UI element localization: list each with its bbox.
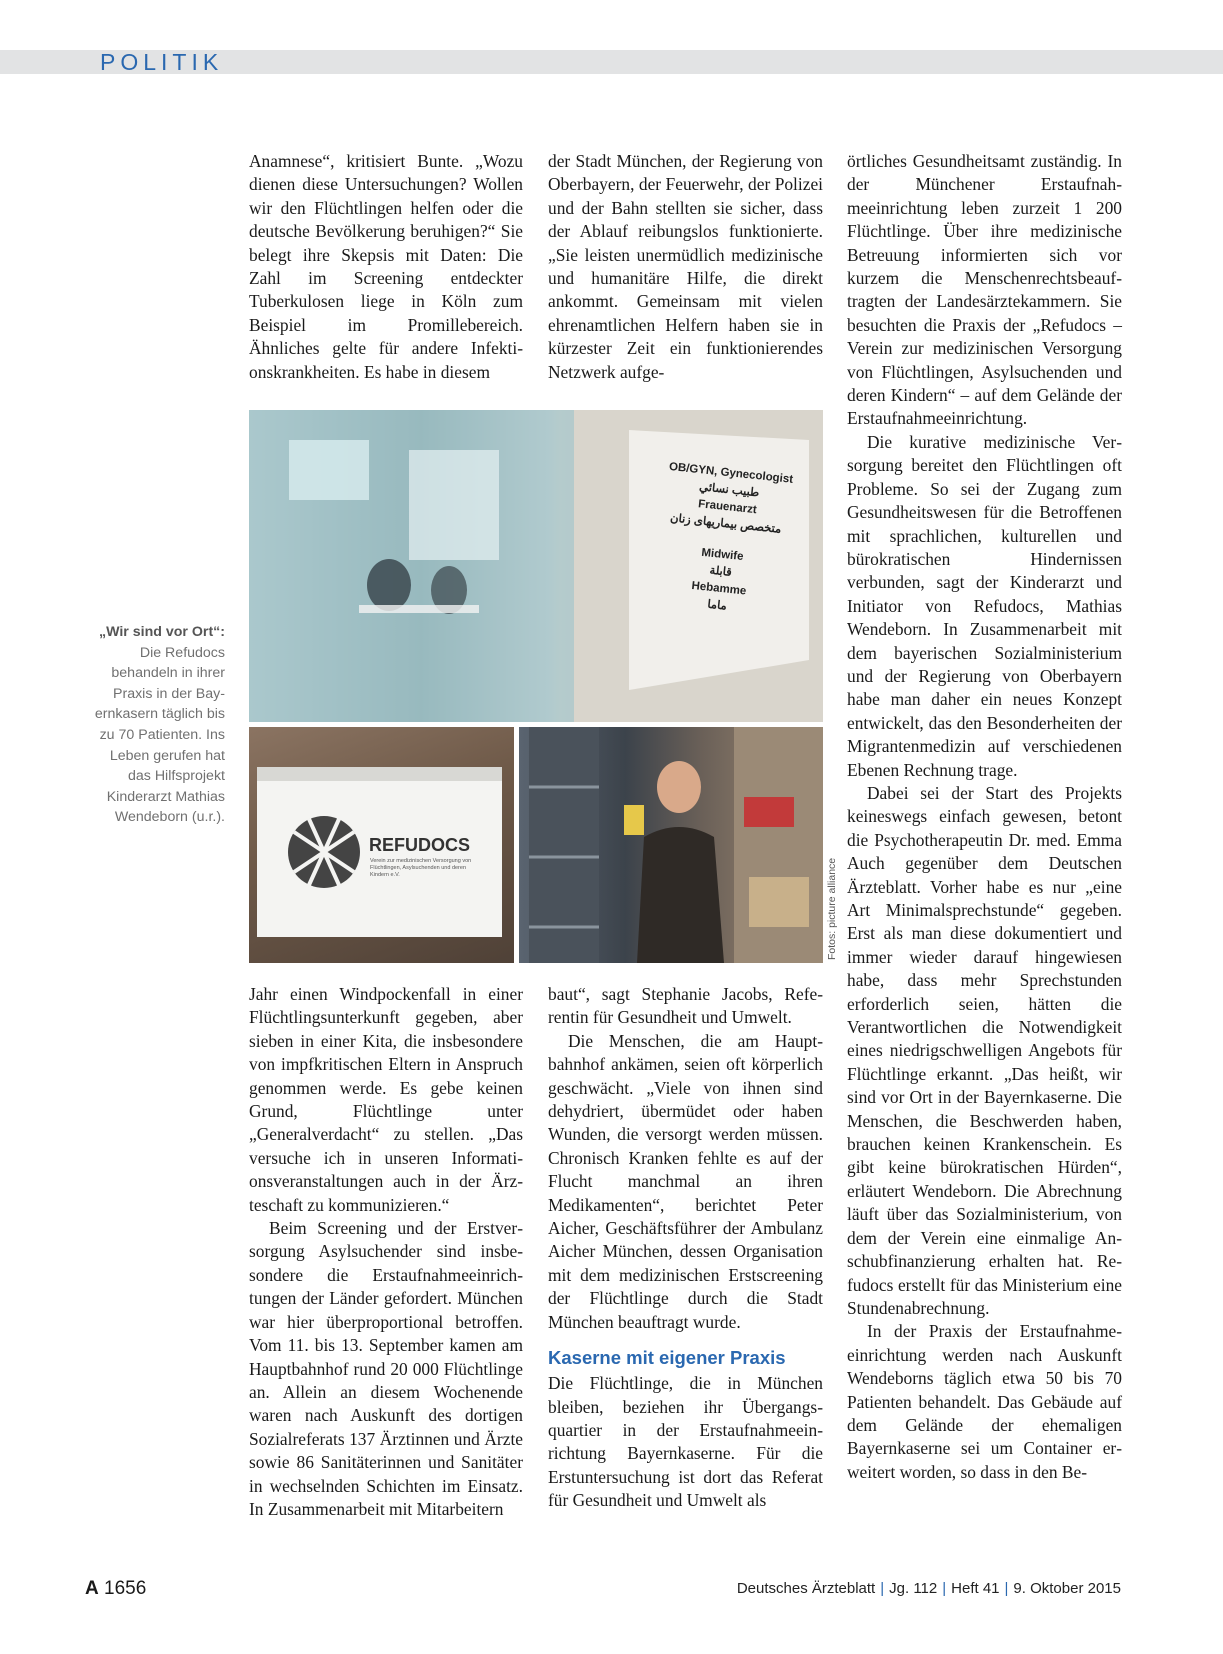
paragraph: örtliches Gesundheitsamt zuständig. In der Münchener Erstaufnahmeeinrichtung leben zurzeit 1 200 Flüchtlinge. Über ihre medizinische Betreuung informierten sich vor kurzem die Menschenrechtsbeauftragten der Landesärztekammern. Sie besuchten die Praxis der „Refudocs – Verein zur medizinischen Versorgung von Flüchtlingen, Asylsuchenden und deren Kindern“ – auf dem Gelände der Erstaufnahmeeinrichtung. (847, 151, 1122, 429)
photo-clinic-room (249, 410, 823, 722)
sign-text: OB/GYN, Gynecologist طبيب نسائي Frauenarzt متخصص بیماریهای زنان Midwife قابلة Hebamme ماما (668, 460, 794, 613)
paragraph: Anamnese“, kritisiert Bunte. „Wozu dienen diese Untersuchungen? Wollen wir den Flüchtlingen helfen oder die deutsche Bevölkerung beruhigen?“ Sie belegt ihre Skepsis mit Daten: Die Zahl im Screening entdeckter Tuberkulosen liege in Köln zum Beispiel im Promillebereich. Ähnliches gelte für andere Infektionskrankheiten. Es habe in diesem (249, 151, 523, 382)
photo-refudocs-sign (249, 727, 514, 963)
page-number: A 1656 (85, 1578, 147, 1599)
photo-doctor-storage (519, 727, 823, 963)
paragraph: der Stadt München, der Regierung von Oberbayern, der Feuerwehr, der Polizei und der Bahn stellten sie sicher, dass der Ablauf reibungslos funktionierte. „Sie leisten unermüdlich medizinische und humanitäre Hilfe, die direkt ankommt. Gemeinsam mit vielen ehrenamtlichen Helfern haben sie in kürzester Zeit ein funktionierendes Netzwerk aufge- (548, 151, 823, 382)
refudocs-logo-sub: Verein zur medizinischen Versorgung von Flüchtlingen, Asylsuchenden und deren Kindern e.V. (370, 858, 472, 878)
photo-credit: Fotos: picture alliance (826, 857, 838, 960)
column-top-middle (548, 150, 823, 384)
column-bottom-left (249, 983, 523, 1521)
photo-caption (85, 622, 225, 828)
column-right (847, 150, 1122, 1484)
paragraph: Dabei sei der Start des Projekts keineswegs einfach gewesen, betont die Psychotherapeutin Dr. med. Emma Auch gegenüber dem Deutschen Ärzteblatt. Vorher habe es nur „eine Art Minimalsprechstunde“ gegeben. Erst als man diese dokumentiert und immer wieder darauf hingewiesen habe, dass mehr Sprechstunden erforderlich seien, hätten die Verantwortlichen die Notwendigkeit eines niedrigschwelligen Angebots für Flüchtlinge erkannt. „Das heißt, wir sind vor Ort in der Bayernkaserne. Die Menschen, die Beschwerden haben, brauchen keinen Krankenschein. Es gibt keine bürokratischen Hürden“, erläutert Wendeborn. Die Abrechnung läuft über das Sozialministerium, von dem der Verein eine einmalige Anschubfinanzierung erhalten hat. Refudocs erstellt für das Ministerium eine Stundenabrechnung. (847, 782, 1122, 1318)
column-top-left (249, 150, 523, 384)
caption-text: Die Refudocs behandeln in ihrer Praxis in der Bayernkasern täglich bis zu 70 Patienten. Ins Leben gerufen hat das Hilfsprojekt Kinderarzt Mathias Wendeborn (u.r.). (94, 644, 225, 826)
paragraph: Beim Screening und der Erstversorgung Asylsuchender sind insbesondere die Erstaufnahmeeinrichtungen der Länder gefordert. München war hier überproportional betroffen. Vom 11. bis 13. September kamen am Hauptbahnhof rund 20 000 Flüchtlinge an. Allein an diesem Wochenende waren nach Auskunft des dortigen Sozialreferats 137 Ärztinnen und Ärzte sowie 86 Sanitäterinnen und Sanitäter in wechselnden Schichten im Einsatz. In Zusammenarbeit mit Mitarbeitern (249, 1218, 523, 1519)
subheading: Kaserne mit eigener Praxis (548, 1347, 786, 1369)
refudocs-logo-name: REFUDOCS (369, 835, 471, 855)
section-label: POLITIK (100, 49, 224, 75)
paragraph: Die Menschen, die am Hauptbahnhof ankämen, seien oft körperlich geschwächt. „Viele von ihnen sind dehydriert, übermüdet oder haben Wunden, die versorgt werden müssen. Chronisch Kranken fehlte es auf der Flucht manchmal an ihren Medikamenten“, berichtet Peter Aicher, Geschäftsführer der Ambulanz Aicher München, dessen Organisation mit dem medizinischen Erstscreening der Flüchtlinge durch die Stadt München beauftragt wurde. (548, 1030, 823, 1332)
paragraph: baut“, sagt Stephanie Jacobs, Referentin für Gesundheit und Umwelt. (548, 984, 823, 1028)
caption-lead: „Wir sind vor Ort“: (99, 624, 225, 640)
paragraph: In der Praxis der Erstaufnahmeeinrichtung werden nach Auskunft Wendeborns täglich etwa 50 bis 70 Patienten behandelt. Das Gebäude auf dem Gelände der ehemaligen Bayernkaserne sei um Container erweitert worden, so dass in den Be- (847, 1321, 1122, 1482)
paragraph: Jahr einen Windpockenfall in einer Flüchtlingsunterkunft gegeben, aber sieben in einer Kita, die insbesondere von impfkritischen Eltern in Anspruch genommen werde. Es gebe keinen Grund, Flüchtlinge unter „Generalverdacht“ zu stellen. „Das versuche ich in unseren Informationsveranstaltungen auch in der Ärzteschaft zu kommunizieren.“ (249, 984, 523, 1215)
column-bottom-middle (548, 983, 823, 1513)
journal-info: Deutsches Ärzteblatt | Jg. 112 | Heft 41 | 9. Oktober 2015 (736, 1580, 1121, 1597)
paragraph: Die kurative medizinische Versorgung bereitet den Flüchtlingen oft Probleme. So sei der Zugang zum Gesundheitswesen für die Betroffenen mit sprachlichen, kulturellen und bürokratischen Hindernissen verbunden, sagt der Kinderarzt und Initiator von Refudocs, Mathias Wendeborn. In Zusammenarbeit mit dem bayerischen Sozialministerium und der Regierung von Oberbayern habe man daher ein neues Konzept entwickelt, das den Besonderheiten der Migrantenmedizin auf verschiedenen Ebenen Rechnung trage. (847, 431, 1122, 780)
paragraph: Die Flüchtlinge, die in München bleiben, beziehen ihr Übergangsquartier in der Erstaufnahmeeinrichtung Bayernkaserne. Für die Erstuntersuchung ist dort das Referat für Gesundheit und Umwelt als (548, 1373, 823, 1511)
